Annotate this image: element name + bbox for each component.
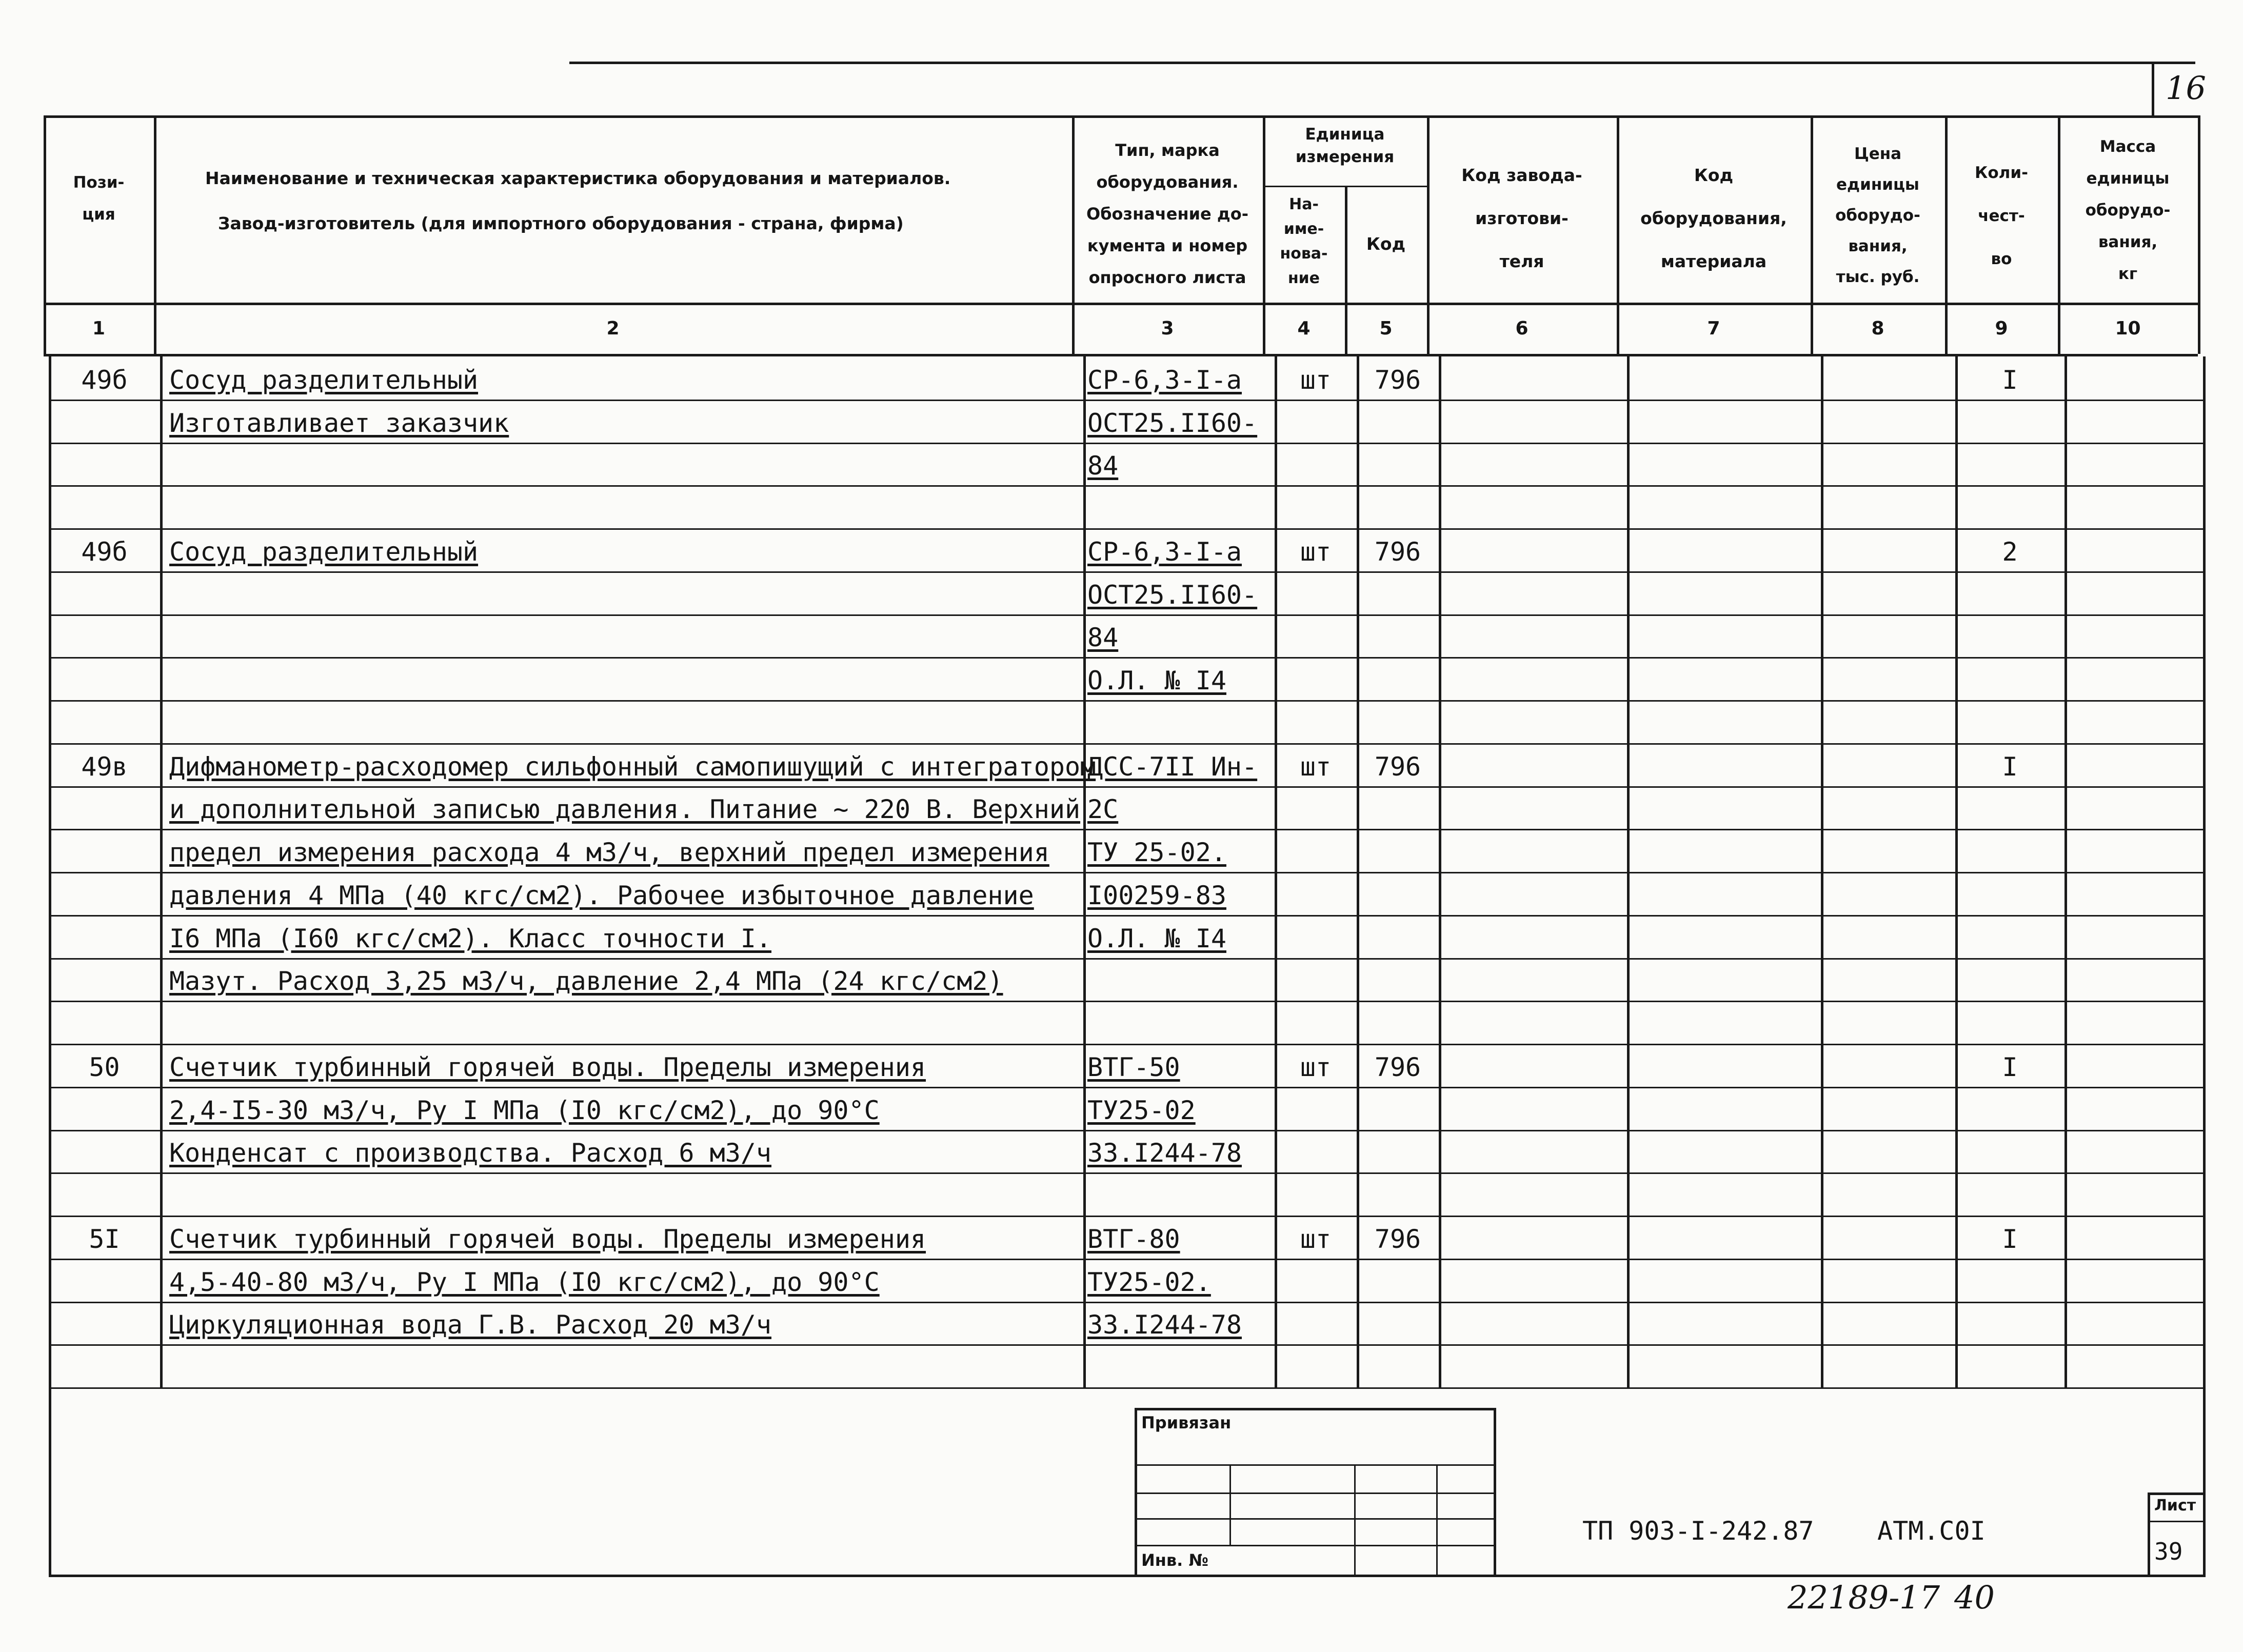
column-number: 5 xyxy=(1379,318,1393,339)
row-type: 33.I244-78 xyxy=(1087,1138,1242,1168)
row-unit-code: 796 xyxy=(1374,365,1421,395)
row-unit-name: шт xyxy=(1300,1052,1332,1082)
row-divider xyxy=(49,743,2203,745)
row-divider xyxy=(49,829,2203,830)
row-type: ТУ 25-02. xyxy=(1087,838,1226,867)
row-type: СР-6,3-I-а xyxy=(1087,365,1242,395)
column-number: 10 xyxy=(2115,318,2141,339)
row-divider xyxy=(49,958,2203,960)
row-quantity: I xyxy=(2002,1052,2018,1082)
column-divider xyxy=(1821,356,1823,1387)
column-number: 1 xyxy=(92,318,106,339)
row-divider xyxy=(49,485,2203,487)
row-type: ВТГ-50 xyxy=(1087,1052,1180,1082)
sheet-code: АТМ.С0I xyxy=(1877,1516,1986,1546)
row-type: ОСТ25.II60- xyxy=(1087,580,1258,610)
row-type: О.Л. № I4 xyxy=(1087,924,1226,953)
row-position: 5I xyxy=(89,1224,120,1254)
header-unit-code: Код xyxy=(1366,234,1406,254)
row-position: 49в xyxy=(81,752,128,782)
header-factory-code: Код завода- изготови- теля xyxy=(1461,165,1582,271)
header-unit-mass: Масса единицы оборудо- вания, кг xyxy=(2085,137,2171,283)
row-divider xyxy=(49,1216,2203,1217)
row-unit-name: шт xyxy=(1300,365,1332,395)
row-divider xyxy=(49,400,2203,401)
row-name: давления 4 МПа (40 кгс/см2). Рабочее избыточное давление xyxy=(169,881,1034,910)
column-divider xyxy=(1627,356,1630,1387)
row-quantity: I xyxy=(2002,752,2018,782)
row-unit-name: шт xyxy=(1300,1224,1332,1254)
sheet-label: Лист xyxy=(2154,1497,2196,1515)
row-type: ДСС-7II Ин- xyxy=(1087,752,1258,782)
header-type: Тип, марка оборудования. Обозначение до- кумента и номер опросного листа xyxy=(1086,141,1248,287)
row-divider xyxy=(49,657,2203,659)
document-code: ТП 903-I-242.87 xyxy=(1582,1516,1814,1546)
row-name: Изготавливает заказчик xyxy=(169,408,509,438)
row-divider xyxy=(49,1172,2203,1174)
row-divider xyxy=(49,443,2203,444)
row-name: Сосуд разделительный xyxy=(169,537,479,567)
row-position: 49б xyxy=(81,537,128,567)
row-name: Циркуляционная вода Г.В. Расход 20 м3/ч xyxy=(169,1310,771,1340)
row-quantity: I xyxy=(2002,1224,2018,1254)
row-divider xyxy=(49,1001,2203,1002)
row-position: 49б xyxy=(81,365,128,395)
column-number: 4 xyxy=(1297,318,1311,339)
column-divider xyxy=(2065,356,2067,1387)
top-margin-line xyxy=(569,62,2195,64)
row-unit-code: 796 xyxy=(1374,1052,1421,1082)
row-divider xyxy=(49,528,2203,530)
row-unit-code: 796 xyxy=(1374,537,1421,567)
row-divider xyxy=(49,915,2203,917)
row-divider xyxy=(49,786,2203,788)
row-type: 84 xyxy=(1087,623,1119,652)
row-name: 2,4-I5-30 м3/ч, Ру I МПа (I0 кгс/см2), до 90°С xyxy=(169,1096,880,1125)
row-divider xyxy=(49,1302,2203,1303)
corner-box-divider xyxy=(2152,64,2154,115)
row-divider xyxy=(49,1044,2203,1045)
header-position: Пози- ция xyxy=(73,173,125,224)
row-type: 84 xyxy=(1087,451,1119,481)
row-type: СР-6,3-I-а xyxy=(1087,537,1242,567)
row-unit-code: 796 xyxy=(1374,752,1421,782)
column-divider xyxy=(1439,356,1441,1387)
header-equipment-code: Код оборудования, материала xyxy=(1640,165,1787,271)
row-name: Конденсат с производства. Расход 6 м3/ч xyxy=(169,1138,771,1168)
header-quantity: Коли- чест- во xyxy=(1975,164,2028,268)
row-name: и дополнительной записью давления. Питание ~ 220 В. Верхний xyxy=(169,794,1081,824)
header-name-line2: Завод-изготовитель (для импортного оборудования - страна, фирма) xyxy=(218,213,904,233)
row-divider xyxy=(49,614,2203,616)
row-divider xyxy=(49,1087,2203,1088)
row-type: ОСТ25.II60- xyxy=(1087,408,1258,438)
row-name: 4,5-40-80 м3/ч, Ру I МПа (I0 кгс/см2), до 90°С xyxy=(169,1267,880,1297)
row-unit-name: шт xyxy=(1300,537,1332,567)
row-divider xyxy=(49,1130,2203,1131)
row-divider xyxy=(49,1387,2203,1389)
row-name: Мазут. Расход 3,25 м3/ч, давление 2,4 МПа (24 кгс/см2) xyxy=(169,966,1003,996)
column-divider xyxy=(160,356,163,1387)
column-number: 3 xyxy=(1161,318,1174,339)
column-number: 2 xyxy=(606,318,620,339)
sheet-number: 39 xyxy=(2154,1538,2183,1565)
row-position: 50 xyxy=(89,1052,120,1082)
row-unit-code: 796 xyxy=(1374,1224,1421,1254)
row-name: Счетчик турбинный горячей воды. Пределы измерения xyxy=(169,1052,926,1082)
header-unit-name: На- име- нова- ние xyxy=(1280,195,1328,287)
row-quantity: 2 xyxy=(2002,537,2018,567)
column-number: 8 xyxy=(1871,318,1884,339)
header-unit-price: Цена единицы оборудо- вания, тыс. руб. xyxy=(1835,145,1920,286)
row-divider xyxy=(49,1259,2203,1260)
row-type: I00259-83 xyxy=(1087,881,1226,910)
inventory-number-label: Инв. № xyxy=(1141,1550,1208,1570)
column-number: 7 xyxy=(1707,318,1720,339)
row-type: ТУ25-02. xyxy=(1087,1267,1211,1297)
row-name: Сосуд разделительный xyxy=(169,365,479,395)
row-name: Дифманометр-расходомер сильфонный самопишущий с интегратором xyxy=(169,752,1096,782)
row-quantity: I xyxy=(2002,365,2018,395)
row-type: 2С xyxy=(1087,794,1119,824)
row-name: I6 МПа (I60 кгс/см2). Класс точности I. xyxy=(169,924,771,953)
corner-page-number: 16 xyxy=(2166,69,2206,107)
row-divider xyxy=(49,872,2203,873)
row-divider xyxy=(49,571,2203,573)
handwritten-archive-number: 22189-17 xyxy=(1788,1579,1940,1616)
bound-label: Привязан xyxy=(1141,1413,1232,1432)
row-type: ТУ25-02 xyxy=(1087,1096,1196,1125)
header-name-line1: Наименование и техническая характеристика оборудования и материалов. xyxy=(205,168,951,188)
header-unit-group: Единица измерения xyxy=(1295,125,1395,166)
row-divider xyxy=(49,1344,2203,1346)
row-divider xyxy=(49,700,2203,702)
column-divider xyxy=(2203,356,2206,1387)
row-type: ВТГ-80 xyxy=(1087,1224,1180,1254)
row-unit-name: шт xyxy=(1300,752,1332,782)
row-type: 33.I244-78 xyxy=(1087,1310,1242,1340)
row-name: Счетчик турбинный горячей воды. Пределы измерения xyxy=(169,1224,926,1254)
column-number: 6 xyxy=(1515,318,1529,339)
row-name: предел измерения расхода 4 м3/ч, верхний предел измерения xyxy=(169,838,1049,867)
row-type: О.Л. № I4 xyxy=(1087,666,1226,695)
column-number: 9 xyxy=(1995,318,2008,339)
footer-page-number: 40 xyxy=(1954,1579,1995,1616)
column-divider xyxy=(1083,356,1086,1387)
